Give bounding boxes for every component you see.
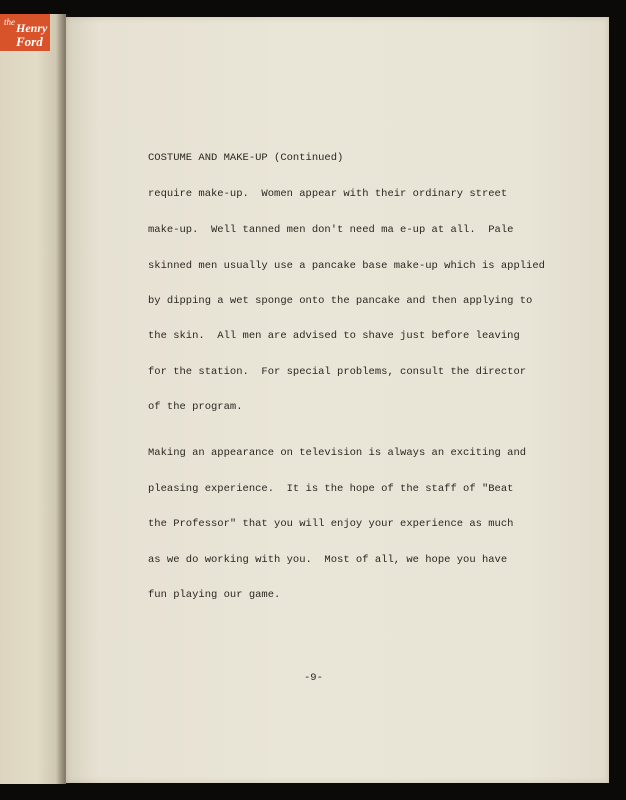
body-line: fun playing our game. — [148, 589, 281, 601]
henry-ford-logo — [0, 14, 50, 51]
logo-text-ford: Ford — [16, 34, 43, 49]
body-line: pleasing experience. It is the hope of the staff of "Beat — [148, 483, 514, 495]
page-number: -9- — [304, 672, 323, 684]
body-line: the skin. All men are advised to shave just before leaving — [148, 330, 520, 342]
document-page — [66, 17, 609, 783]
body-line: by dipping a wet sponge onto the pancake and then applying to — [148, 295, 533, 307]
body-line: as we do working with you. Most of all, we hope you have — [148, 554, 508, 566]
logo-text-henry: Henry — [16, 21, 48, 35]
section-heading: COSTUME AND MAKE-UP (Continued) — [148, 152, 344, 164]
body-line: of the program. — [148, 401, 243, 413]
body-line: skinned men usually use a pancake base make-up which is applied — [148, 260, 545, 272]
logo-text-the: the — [4, 17, 15, 27]
body-line: require make-up. Women appear with their ordinary street — [148, 188, 508, 200]
body-line: for the station. For special problems, consult the director — [148, 366, 527, 378]
body-line: the Professor" that you will enjoy your experience as much — [148, 518, 514, 530]
body-line: Making an appearance on television is always an exciting and — [148, 447, 527, 459]
body-line: make-up. Well tanned men don't need ma e-up at all. Pale — [148, 224, 514, 236]
